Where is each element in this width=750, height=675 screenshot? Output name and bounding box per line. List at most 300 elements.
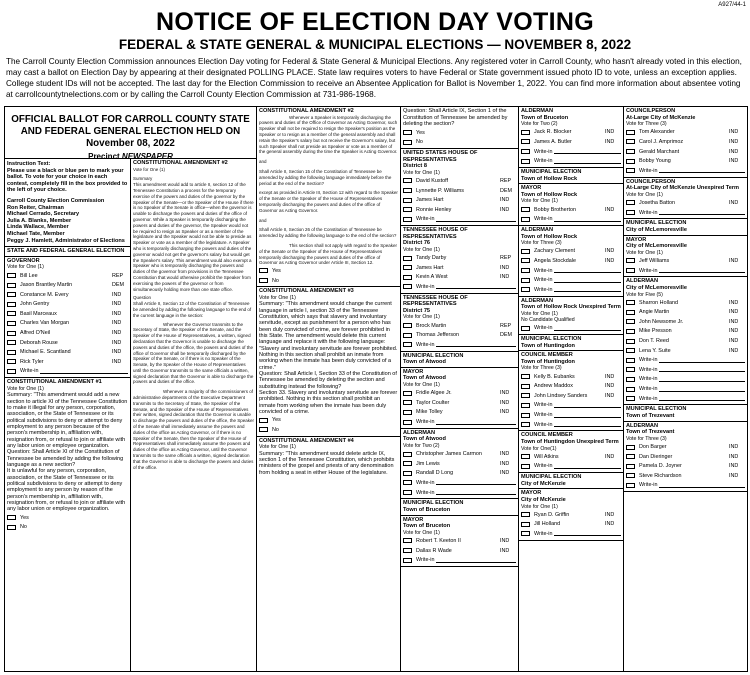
candidate-row[interactable] [403,398,516,408]
vote-box[interactable] [521,454,530,459]
write-in-row[interactable] [403,555,516,565]
candidate-name: Michael E. Scantland [20,349,71,356]
vote-box[interactable] [521,249,530,254]
candidate-party: IND [500,399,510,406]
vote-box[interactable] [626,200,635,205]
write-in-line [554,413,621,418]
vote-box[interactable] [521,531,530,536]
write-in-row[interactable] [521,420,621,430]
candidate-row[interactable] [403,459,516,469]
vote-box[interactable] [626,454,635,459]
vote-box[interactable] [7,311,16,316]
contest [401,429,518,500]
candidate-row[interactable] [403,263,516,273]
vote-box[interactable] [403,480,412,485]
write-in-label: Write-in [534,286,553,293]
vote-box[interactable] [403,333,412,338]
vote-box[interactable] [521,217,530,222]
commission-member: Ron Reiter, Chairman [7,204,64,211]
ballot-date: November 08, 2022 [86,138,175,149]
candidate-name: Angie Martin [639,309,670,316]
vote-box[interactable] [403,217,412,222]
vote-box[interactable] [403,410,412,415]
write-in-row[interactable] [521,401,621,411]
vote-box[interactable] [403,461,412,466]
candidate-row[interactable] [7,319,128,329]
amendment-2-yes-box[interactable] [259,268,268,273]
write-in-row[interactable] [521,214,621,224]
vote-box[interactable] [521,522,530,527]
candidate-name: Christopher James Carmon [416,451,482,458]
candidate-row[interactable] [626,327,745,337]
write-in-label: Write-in [20,368,39,375]
contest [401,294,518,352]
vote-box[interactable] [7,283,16,288]
write-in-row[interactable] [521,275,621,285]
vote-box[interactable] [626,445,635,450]
vote-box[interactable] [403,452,412,457]
contest [624,405,747,421]
write-in-row[interactable] [7,367,128,377]
vote-box[interactable] [403,558,412,563]
contest-title: MUNICIPAL ELECTION [626,220,687,227]
candidate-name: Bobby Brotherton [534,206,576,213]
vote-box[interactable] [403,188,412,193]
write-in-row[interactable] [521,285,621,295]
write-in-row[interactable] [403,282,516,292]
contest [624,236,747,278]
candidate-name: James A. Butler [534,138,572,145]
contest-subtitle: Town of Hollow Rock Unexpired Term [521,304,621,311]
amendment-4-yes[interactable] [403,128,516,138]
candidate-row[interactable] [403,330,516,340]
write-in-line [659,268,745,273]
vote-box[interactable] [403,342,412,347]
write-in-line [436,342,516,347]
amendment-2-text-3: Whenever a majority of the commissioners of administrative departments of the Executive Department transmits to the Secretary of State, the Speaker of the Senate, and the Speaker of the House of Representatives their written, signed declaration that the Governor is unable to discharge the powers and duties of the office, the Speaker of the Senate shall immediately assume the powers and duties of the office as Acting Governor, or if there is no Speaker of the Senate, then the Speaker of the House of Representatives shall immediately assume the powers and duties of the office as Acting Governor, until the Governor transmits to the same officials a written, signed declaration that the Governor is able to discharge the powers and duties of the office. [133,389,254,470]
candidate-row[interactable] [403,536,516,546]
write-in-row[interactable] [626,208,745,218]
vote-box[interactable] [521,130,530,135]
candidate-row[interactable] [403,195,516,205]
write-in-label: Write-in [639,357,658,364]
candidate-party: IND [500,409,510,416]
amendment-3-no-box[interactable] [259,427,268,432]
vote-box[interactable] [403,275,412,280]
candidate-row[interactable] [403,273,516,283]
write-in-row[interactable] [521,410,621,420]
write-in-row[interactable] [626,375,745,385]
candidate-row[interactable] [7,300,128,310]
contest [401,149,518,226]
notice-intro: The Carroll County Election Commission announces Election Day voting for Federal & State General & Municipal Elections. Any registered voter in Carroll County, who hasn't already voted in this election, may cast a ballot on Election Day by appearing at their designated POLLING PLACE. State law requires voters to have Federal or State government issued photo ID to vote, unless an exception applies. College student IDs will not be accepted. The last day for the Election Commission to receive an Absentee Application for Ballot is November 1, 2022. You can find more information about absentee voting at carrollcountytnelections.com or by calling the Carroll County Election Commission at 731-986-1968. [6,57,742,99]
write-in-label: Write-in [416,479,435,486]
contest [519,489,623,540]
candidate-row[interactable] [521,256,621,266]
amendment-3-no[interactable] [259,425,398,435]
write-in-row[interactable] [521,156,621,166]
candidate-row[interactable] [521,372,621,382]
amendment-4-no-box[interactable] [403,140,412,145]
amendment-4-title: CONSTITUTIONAL AMENDMENT #4 [259,437,354,444]
vote-box[interactable] [403,265,412,270]
candidate-row[interactable] [7,309,128,319]
candidate-party: IND [729,148,739,155]
vote-box[interactable] [521,149,530,154]
vote-box[interactable] [521,413,530,418]
candidate-row[interactable] [7,271,128,281]
write-in-row[interactable] [521,529,621,539]
contest-vote-for: Vote for Three (3) [626,121,667,128]
candidate-name: Mike Presson [639,328,672,335]
vote-box[interactable] [626,130,635,135]
vote-box[interactable] [7,350,16,355]
candidate-row[interactable] [403,186,516,196]
amendment-2-question: Shall Article II, Section 12 of the Constitution of Tennessee be amended by adding the following language to the end of the current language in the section: [133,301,252,318]
vote-box[interactable] [403,548,412,553]
candidate-row[interactable] [7,290,128,300]
candidate-name: Robert T. Keeton II [416,537,461,544]
write-in-row[interactable] [626,394,745,404]
contest-subtitle: Town of Huntingdon [521,342,575,349]
write-in-row[interactable] [521,324,621,334]
ballot-header [5,107,257,159]
contest-title: MAYOR [626,236,647,243]
amendment-1-yes-box[interactable] [7,515,16,520]
candidate-row[interactable] [521,391,621,401]
vote-box[interactable] [7,359,16,364]
candidate-name: Kelly B. Eubanks [534,373,575,380]
vote-box[interactable] [626,168,635,173]
candidate-row[interactable] [521,247,621,257]
candidate-name: Jill Holland [534,521,561,528]
contest-vote-for: Vote for One (1) [521,198,558,205]
write-in-row[interactable] [403,417,516,427]
candidate-party: IND [500,451,510,458]
amendment-2-yes[interactable] [259,266,398,276]
write-in-line [659,168,745,173]
contest-subtitle: At-Large City of McKenzie [626,114,696,121]
vote-box[interactable] [626,377,635,382]
write-in-row[interactable] [626,355,745,365]
amendment-2-no[interactable] [259,276,398,286]
write-in-row[interactable] [626,384,745,394]
vote-box[interactable] [521,258,530,263]
amendment-2-no-box[interactable] [259,278,268,283]
contest-title: MUNICIPAL ELECTION [626,406,687,413]
commission-member: Michael Cerrado, Secretary [7,211,80,218]
amendment-1-no[interactable] [7,522,128,532]
write-in-row[interactable] [521,266,621,276]
candidate-name: James Hart [416,197,444,204]
write-in-row[interactable] [403,340,516,350]
vote-box[interactable] [626,483,635,488]
write-in-row[interactable] [521,147,621,157]
write-in-label: Write-in [639,267,658,274]
vote-box[interactable] [521,403,530,408]
amendment-1-yes-label: Yes [20,514,29,521]
candidate-row[interactable] [626,137,745,147]
write-in-line [659,387,745,392]
candidate-row[interactable] [7,338,128,348]
write-in-line [554,278,621,283]
candidate-party: DEM [112,282,124,289]
commission-member: Julia A. Blanks, Member [7,217,72,224]
candidate-name: John Gentry [20,301,50,308]
candidate-row[interactable] [626,128,745,138]
vote-box[interactable] [403,207,412,212]
vote-box[interactable] [626,473,635,478]
amendment-2-text-2: Whenever the Governor transmits to the Secretary of State, the Speaker of the Senate, and the Speaker of the House of Representatives, a written, signed declaration that the Governor is unable to discharge the powers and duties of the office, the powers and duties of the office of Governor shall be temporarily discharged by the Speaker of the Senate, or if there is no Speaker of the Senate, by the Speaker of the House of Representatives until the Governor transmits to the same officials a written, signed declaration that the Governor is able to discharge the powers and duties of the office. [133,321,254,385]
amendment-2-cont-text-2: Shall Article II, Section 15 of the Constitution of Tennessee be amended by adding the following language immediately before the period at the end of the Section? [259,168,392,186]
candidate-row[interactable] [521,128,621,138]
vote-box[interactable] [7,302,16,307]
vote-box[interactable] [626,367,635,372]
vote-box[interactable] [626,300,635,305]
vote-box[interactable] [7,273,16,278]
candidate-party: IND [112,349,122,356]
write-in-label: Write-in [639,366,658,373]
contest-vote-for: Vote for One (1) [626,191,663,198]
contest-title: MAYOR [521,185,542,192]
amendment-4-no[interactable] [403,137,516,147]
candidate-name: Jim Lewis [416,460,440,467]
contest [519,351,623,431]
candidate-name: Carol J. Amprimoz [639,138,684,145]
vote-box[interactable] [521,512,530,517]
candidate-party: IND [605,392,615,399]
candidate-row[interactable] [521,381,621,391]
contest-subtitle: Town of Atwood [403,375,446,382]
candidate-party: IND [500,274,510,281]
candidate-row[interactable] [626,147,745,157]
vote-box[interactable] [521,139,530,144]
candidate-row[interactable] [521,137,621,147]
candidate-row[interactable] [626,308,745,318]
contest-title: COUNCIL MEMBER [521,432,573,439]
amendment-4-continued [401,107,518,149]
candidate-row[interactable] [403,176,516,186]
write-in-row[interactable] [403,478,516,488]
vote-box[interactable] [521,287,530,292]
vote-box[interactable] [521,384,530,389]
vote-box[interactable] [403,178,412,183]
write-in-row[interactable] [521,462,621,472]
contest-subtitle: City of McLemoresville [626,226,687,233]
amendment-1-title: CONSTITUTIONAL AMENDMENT #1 [7,379,102,386]
candidate-row[interactable] [626,442,745,452]
vote-box[interactable] [7,321,16,326]
candidate-party: IND [729,444,739,451]
candidate-row[interactable] [403,388,516,398]
candidate-row[interactable] [403,546,516,556]
vote-box[interactable] [521,326,530,331]
amendment-1-yes[interactable] [7,513,128,523]
write-in-label: Write-in [534,402,553,409]
vote-box[interactable] [403,198,412,203]
vote-box[interactable] [626,159,635,164]
candidate-row[interactable] [403,449,516,459]
candidate-party: REP [112,272,124,279]
candidate-party: IND [112,291,122,298]
candidate-row[interactable] [521,520,621,530]
vote-box[interactable] [403,420,412,425]
amendment-3-vote-for: Vote for One (1) [259,294,296,301]
vote-box[interactable] [521,374,530,379]
amendment-2-title: CONSTITUTIONAL AMENDMENT #2 [133,160,228,166]
candidate-row[interactable] [403,469,516,479]
amendment-3-yes[interactable] [259,416,398,426]
vote-box[interactable] [626,396,635,401]
candidate-row[interactable] [626,198,745,208]
candidate-name: Kevin A West [416,274,448,281]
candidate-row[interactable] [7,280,128,290]
vote-box[interactable] [626,268,635,273]
vote-box[interactable] [403,471,412,476]
candidate-row[interactable] [521,510,621,520]
vote-box[interactable] [521,159,530,164]
vote-box[interactable] [521,422,530,427]
write-in-row[interactable] [626,481,745,491]
governor-contest [5,257,130,379]
state-federal-label: STATE AND FEDERAL GENERAL ELECTION [7,248,125,255]
contest-title: MUNICIPAL ELECTION [403,500,464,507]
vote-box[interactable] [626,210,635,215]
write-in-label: Write-in [534,158,553,165]
vote-box[interactable] [521,268,530,273]
contest [519,107,623,168]
vote-box[interactable] [521,207,530,212]
candidate-name: Alfred O'Neil [20,330,51,337]
write-in-label: Write-in [416,419,435,426]
contest-subtitle: City of McKenzie [521,497,566,503]
vote-box[interactable] [521,393,530,398]
write-in-label: Write-in [534,421,553,428]
candidate-row[interactable] [626,336,745,346]
contest [624,219,747,235]
candidate-row[interactable] [7,328,128,338]
write-in-line [554,149,621,154]
contest-subtitle: At-Large City of McKenzie Unexpired Term [626,185,740,192]
instructions-title: Instruction Text: [7,161,51,167]
candidate-party: IND [112,330,122,337]
candidate-row[interactable] [626,156,745,166]
amendment-1-no-box[interactable] [7,525,16,530]
candidate-row[interactable] [403,408,516,418]
write-in-row[interactable] [626,266,745,276]
vote-box[interactable] [626,358,635,363]
vote-box[interactable] [626,329,635,334]
write-in-line [659,210,745,215]
candidate-row[interactable] [626,317,745,327]
write-in-row[interactable] [403,215,516,225]
candidate-name: Thomas Jefferson [416,332,460,339]
vote-box[interactable] [626,310,635,315]
candidate-name: Jason Brantley Martin [20,282,73,289]
vote-box[interactable] [626,139,635,144]
vote-box[interactable] [7,369,16,374]
candidate-row[interactable] [626,256,745,266]
vote-box[interactable] [403,323,412,328]
candidate-name: Bobby Young [639,158,671,165]
column-1 [5,159,131,671]
contest [519,226,623,297]
candidate-name: Ronnie Henley [416,206,452,213]
vote-box[interactable] [403,391,412,396]
contest-title: TENNESSEE HOUSE OF REPRESENTATIVES [403,294,468,308]
contest-title: MAYOR [403,368,424,375]
contest-subtitle: City of McLemoresville [626,284,687,291]
vote-box[interactable] [626,339,635,344]
contest [624,107,747,178]
vote-box[interactable] [521,464,530,469]
vote-box[interactable] [626,149,635,154]
vote-box[interactable] [403,284,412,289]
vote-box[interactable] [7,340,16,345]
candidate-party: IND [605,257,615,264]
ballot-title: OFFICIAL BALLOT FOR CARROLL COUNTY STATE AND FEDERAL GENERAL ELECTION HELD ON [11,114,250,137]
candidate-name: Constance M. Every [20,291,69,298]
commission-members [7,205,128,245]
contest-subtitle: Town of Hollow Rock [521,233,578,240]
vote-box[interactable] [626,258,635,263]
vote-box[interactable] [403,490,412,495]
amendment-4-yes-box[interactable] [403,130,412,135]
candidate-row[interactable] [626,461,745,471]
candidate-row[interactable] [403,253,516,263]
vote-box[interactable] [626,387,635,392]
candidate-row[interactable] [521,205,621,215]
precinct-value: NEWSPAPER [121,152,173,161]
candidate-row[interactable] [403,205,516,215]
candidate-name: Jeff Williams [639,257,670,264]
candidate-row[interactable] [626,298,745,308]
candidate-row[interactable] [626,471,745,481]
governor-vote-for: Vote for One (1) [7,264,44,271]
contest-subtitle: Town of Bruceton [521,114,569,121]
write-in-row[interactable] [626,365,745,375]
write-in-line [554,464,621,469]
write-in-row[interactable] [403,488,516,498]
candidate-row[interactable] [626,452,745,462]
write-in-line [659,377,745,382]
vote-box[interactable] [403,256,412,261]
vote-box[interactable] [626,348,635,353]
vote-box[interactable] [403,400,412,405]
vote-box[interactable] [7,331,16,336]
write-in-line [659,367,745,372]
write-in-label: Write-in [639,395,658,402]
vote-box[interactable] [626,464,635,469]
write-in-row[interactable] [626,166,745,176]
vote-box[interactable] [626,319,635,324]
candidate-row[interactable] [403,321,516,331]
contest [519,473,623,489]
contest-vote-for: Vote for Two (2) [521,121,558,128]
candidate-row[interactable] [7,357,128,367]
notice-subtitle: FEDERAL & STATE GENERAL & MUNICIPAL ELECTIONS — NOVEMBER 8, 2022 [118,37,632,52]
vote-box[interactable] [403,538,412,543]
candidate-row[interactable] [626,346,745,356]
candidate-row[interactable] [521,452,621,462]
amendment-3-yes-box[interactable] [259,418,268,423]
candidate-row[interactable] [7,347,128,357]
vote-box[interactable] [521,278,530,283]
candidate-party: IND [729,453,739,460]
contest-subtitle: Town of Trezevant [626,429,675,436]
contest-title: MAYOR [403,516,424,523]
vote-box[interactable] [7,292,16,297]
